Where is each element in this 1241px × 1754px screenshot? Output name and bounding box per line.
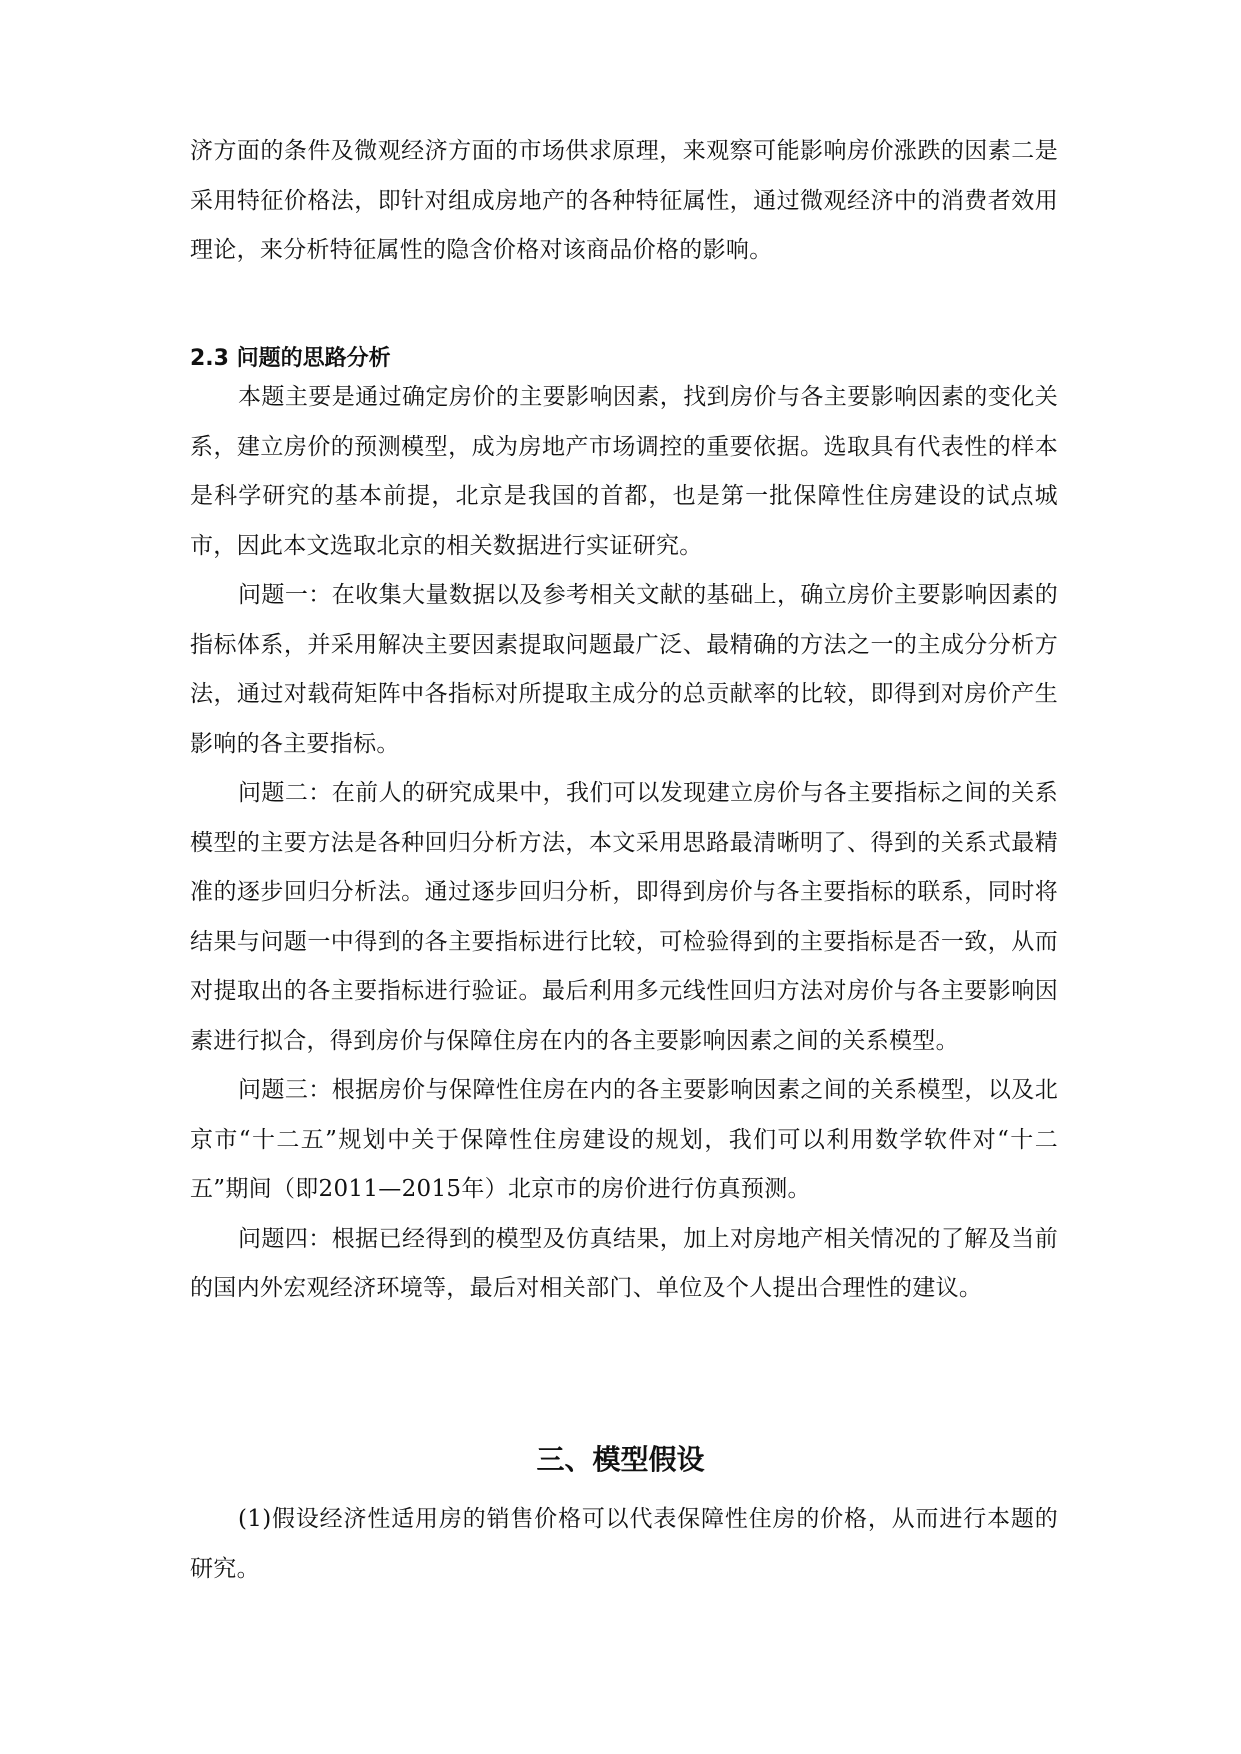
paragraph-problem-3: 问题三：根据房价与保障性住房在内的各主要影响因素之间的关系模型，以及北京市“十二五”规划中关于保障性住房建设的规划，我们可以利用数学软件对“十二五”期间（即2011—2015年）北京市的房价进行仿真预测。: [190, 1077, 1058, 1202]
chapter-3-body: [190, 1495, 1058, 1594]
paragraph-problem-4: 问题四：根据已经得到的模型及仿真结果，加上对房地产相关情况的了解及当前的国内外宏观经济环境等，最后对相关部门、单位及个人提出合理性的建议。: [190, 1225, 1058, 1301]
chapter-heading-model-assumptions: 三、模型假设: [536, 1443, 705, 1476]
paragraph-problem-2: 问题二：在前人的研究成果中，我们可以发现建立房价与各主要指标之间的关系模型的主要方法是各种回归分析方法，本文采用思路最清晰明了、得到的关系式最精准的逐步回归分析法。通过逐步回归分析，即得到房价与各主要指标的联系，同时将结果与问题一中得到的各主要指标进行比较，可检验得到的主要指标是否一致，从而对提取出的各主要指标进行验证。最后利用多元线性回归方法对房价与各主要影响因素进行拟合，得到房价与保障住房在内的各主要影响因素之间的关系模型。: [190, 780, 1058, 1054]
assumption-1: (1)假设经济性适用房的销售价格可以代表保障性住房的价格，从而进行本题的研究。: [190, 1506, 1058, 1582]
paragraph-problem-1: 问题一：在收集大量数据以及参考相关文献的基础上，确立房价主要影响因素的指标体系，并采用解决主要因素提取问题最广泛、最精确的方法之一的主成分分析方法，通过对载荷矩阵中各指标对所提取主成分的总贡献率的比较，即得到对房价产生影响的各主要指标。: [190, 582, 1058, 757]
intro-paragraph: 济方面的条件及微观经济方面的市场供求原理，来观察可能影响房价涨跌的因素二是采用特征价格法，即针对组成房地产的各种特征属性，通过微观经济中的消费者效用理论，来分析特征属性的隐含价格对该商品价格的影响。: [190, 138, 1058, 263]
paragraph-overview: 本题主要是通过确定房价的主要影响因素，找到房价与各主要影响因素的变化关系，建立房价的预测模型，成为房地产市场调控的重要依据。选取具有代表性的样本是科学研究的基本前提，北京是我国的首都，也是第一批保障性住房建设的试点城市，因此本文选取北京的相关数据进行实证研究。: [190, 384, 1058, 559]
section-heading-2-3: 2.3 问题的思路分析: [190, 346, 391, 371]
section-2-3-body: [190, 373, 1058, 1314]
intro-block: [190, 127, 1058, 276]
